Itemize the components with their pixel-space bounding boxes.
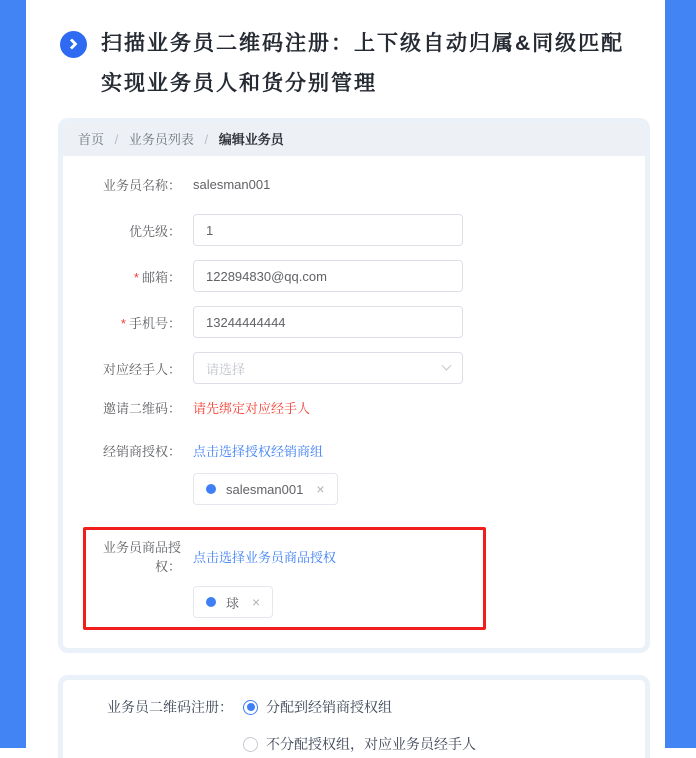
qrcode-register-label: 业务员二维码注册： [107, 699, 233, 715]
email-label [63, 267, 193, 286]
edit-salesman-form [63, 156, 645, 648]
radio-unchecked-icon[interactable] [243, 737, 258, 752]
salesman-name-label: 业务员名称： [102, 178, 181, 193]
salesman-name-value: salesman001 [193, 177, 271, 192]
breadcrumb [63, 123, 645, 156]
chevron-down-icon [442, 360, 452, 370]
phone-label-text: 手机号： [128, 315, 181, 331]
phone-label [63, 313, 193, 332]
product-auth-tag-label: 球 [226, 595, 240, 611]
breadcrumb-separator: / [204, 132, 209, 147]
dealer-auth-label: 经销商授权： [102, 444, 181, 459]
page-title-line1: 扫描业务员二维码注册：上下级自动归属&同级匹配 [101, 32, 625, 55]
invite-qrcode-warning: 请先绑定对应经手人 [193, 401, 311, 416]
page-title [101, 24, 624, 104]
handler-row [63, 352, 645, 384]
radio-checked-icon[interactable] [243, 700, 258, 715]
content-area [26, 0, 665, 758]
required-asterisk: * [133, 269, 139, 285]
invite-qrcode-row [63, 398, 645, 417]
breadcrumb-current: 编辑业务员 [218, 132, 284, 147]
phone-input[interactable] [193, 306, 463, 338]
dealer-auth-tag-label: salesman001 [226, 481, 304, 497]
product-auth-label: 业务员商品授权： [102, 540, 181, 574]
qrcode-register-row1 [91, 697, 645, 717]
salesman-name-row [63, 175, 645, 194]
email-row [63, 260, 645, 292]
product-auth-link[interactable]: 点击选择业务员商品授权 [193, 549, 337, 565]
phone-row [63, 306, 645, 338]
remove-tag-icon[interactable]: × [252, 594, 261, 610]
dealer-auth-tag-row [63, 473, 645, 505]
handler-label: 对应经手人： [102, 361, 181, 377]
radio-option-dealer-group[interactable] [243, 697, 392, 717]
product-auth-row [86, 537, 483, 575]
page-header [26, 0, 665, 104]
priority-input[interactable] [193, 214, 463, 246]
left-accent-bar [0, 0, 26, 748]
tag-dot-icon [206, 484, 216, 494]
handler-select-placeholder: 请选择 [206, 361, 246, 377]
dealer-auth-tag [193, 473, 338, 505]
invite-qrcode-label: 邀请二维码： [102, 401, 181, 416]
breadcrumb-separator: / [114, 132, 119, 147]
edit-salesman-card [58, 118, 650, 653]
handler-select[interactable] [193, 352, 463, 384]
highlight-box [83, 527, 486, 630]
qrcode-register-card [58, 675, 650, 758]
radio-option-no-group[interactable] [243, 734, 476, 754]
email-label-text: 邮箱： [141, 269, 181, 285]
product-auth-tag-row [86, 586, 483, 618]
page-title-line2: 实现业务员人和货分别管理 [101, 72, 377, 95]
qrcode-register-row2 [91, 734, 645, 754]
radio-option-dealer-group-label: 分配到经销商授权组 [266, 699, 392, 715]
priority-row [63, 214, 645, 246]
breadcrumb-salesman-list[interactable]: 业务员列表 [128, 132, 194, 147]
product-auth-tag [193, 586, 273, 618]
remove-tag-icon[interactable]: × [316, 481, 325, 497]
breadcrumb-home[interactable]: 首页 [78, 132, 105, 147]
priority-label: 优先级： [128, 223, 181, 239]
dealer-auth-link[interactable]: 点击选择授权经销商组 [193, 444, 324, 459]
email-input[interactable] [193, 260, 463, 292]
tag-dot-icon [206, 597, 216, 607]
arrow-badge-icon [60, 31, 87, 58]
chevron-right-icon [66, 38, 77, 49]
right-accent-bar [665, 0, 696, 748]
required-asterisk: * [120, 315, 126, 331]
dealer-auth-row [63, 441, 645, 460]
radio-option-no-group-label: 不分配授权组，对应业务员经手人 [266, 736, 476, 752]
